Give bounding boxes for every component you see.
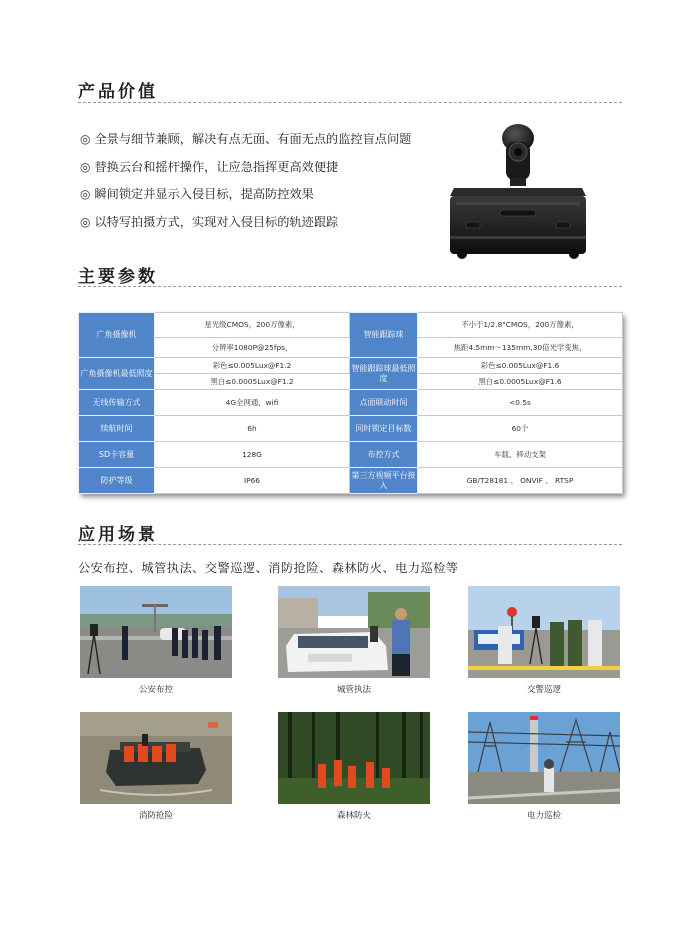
param-value: 60个 bbox=[418, 416, 623, 442]
scene-caption: 森林防火 bbox=[336, 811, 371, 821]
scene-caption: 交警巡逻 bbox=[526, 685, 561, 695]
scene-caption: 城管执法 bbox=[336, 685, 371, 695]
param-value: 黑白≤0.0005Lux@F1.6 bbox=[418, 374, 623, 390]
param-value: 车载、移动支架 bbox=[418, 442, 623, 468]
param-value: 星光级CMOS，200万像素， bbox=[155, 313, 350, 338]
scene-card bbox=[278, 586, 430, 695]
param-value: 彩色≤0.005Lux@F1.6 bbox=[418, 358, 623, 374]
bullet-icon: ◎ bbox=[80, 159, 91, 174]
section-divider bbox=[78, 286, 622, 287]
param-value: 黑白≤0.0005Lux@F1.2 bbox=[155, 374, 350, 390]
param-label: 无线传输方式 bbox=[79, 390, 155, 416]
param-value: 不小于1/2.8"CMOS，200万像素， bbox=[418, 313, 623, 338]
scenes-intro: 公安布控、城管执法、交警巡逻、消防抢险、森林防火、电力巡检等 bbox=[78, 561, 459, 575]
param-value: <0.5s bbox=[418, 390, 623, 416]
param-label: 第三方视频平台接入 bbox=[350, 468, 418, 494]
param-label: 广角摄像机 bbox=[79, 313, 155, 358]
scene-photo-forest bbox=[278, 712, 430, 804]
scene-card bbox=[468, 586, 620, 695]
param-value: 128G bbox=[155, 442, 350, 468]
param-label: 续航时间 bbox=[79, 416, 155, 442]
scene-photo-power bbox=[468, 712, 620, 804]
scene-card bbox=[278, 712, 430, 821]
scene-photo-urban bbox=[278, 586, 430, 678]
section-divider bbox=[78, 102, 622, 103]
scene-caption: 公安布控 bbox=[138, 685, 173, 695]
param-label: 同时锁定目标数 bbox=[350, 416, 418, 442]
value-list bbox=[80, 126, 411, 236]
param-label: 防护等级 bbox=[79, 468, 155, 494]
bullet-icon: ◎ bbox=[80, 187, 91, 201]
scene-photo-rescue bbox=[80, 712, 232, 804]
value-item: ◎ 以特写拍摄方式，实现对入侵目标的轨迹跟踪 bbox=[80, 214, 339, 229]
param-value: IP66 bbox=[155, 468, 350, 494]
param-value: 分辨率1080P@25fps， bbox=[155, 338, 350, 358]
bullet-icon: ◎ bbox=[80, 214, 91, 229]
value-item: ◎ 全景与细节兼顾，解决有点无面、有面无点的监控盲点问题 bbox=[80, 132, 412, 146]
param-value: 彩色≤0.005Lux@F1.2 bbox=[155, 358, 350, 374]
param-label: 智能跟踪球最低照度 bbox=[350, 358, 418, 390]
scene-caption: 电力巡检 bbox=[526, 811, 561, 821]
param-label: 智能跟踪球 bbox=[350, 313, 418, 358]
scene-card bbox=[468, 712, 620, 821]
bullet-icon: ◎ bbox=[80, 132, 91, 146]
value-item: ◎ 瞬间锁定并显示入侵目标，提高防控效果 bbox=[80, 187, 314, 201]
scene-card bbox=[80, 712, 232, 821]
value-item: ◎ 替换云台和摇杆操作，让应急指挥更高效便捷 bbox=[80, 159, 339, 174]
section-title-value: 产品价值 bbox=[78, 82, 158, 102]
scene-card bbox=[80, 586, 232, 695]
scene-caption: 消防抢险 bbox=[138, 811, 173, 821]
param-value: 4G全网通，wifi bbox=[155, 390, 350, 416]
product-image bbox=[448, 118, 588, 260]
scene-photo-police bbox=[80, 586, 232, 678]
scene-photo-traffic bbox=[468, 586, 620, 678]
param-value: GB/T28181 、 ONVIF 、 RTSP bbox=[418, 468, 623, 494]
section-title-scenes: 应用场景 bbox=[78, 525, 158, 545]
param-value: 焦距4.5mm～135mm,30倍光学变焦， bbox=[418, 338, 623, 358]
param-label: 布控方式 bbox=[350, 442, 418, 468]
section-title-params: 主要参数 bbox=[78, 267, 158, 287]
section-divider bbox=[78, 544, 622, 545]
param-value: 6h bbox=[155, 416, 350, 442]
param-label: SD卡容量 bbox=[79, 442, 155, 468]
param-label: 点面联动时间 bbox=[350, 390, 418, 416]
param-label: 广角摄像机最低照度 bbox=[79, 358, 155, 390]
params-table bbox=[78, 312, 622, 493]
